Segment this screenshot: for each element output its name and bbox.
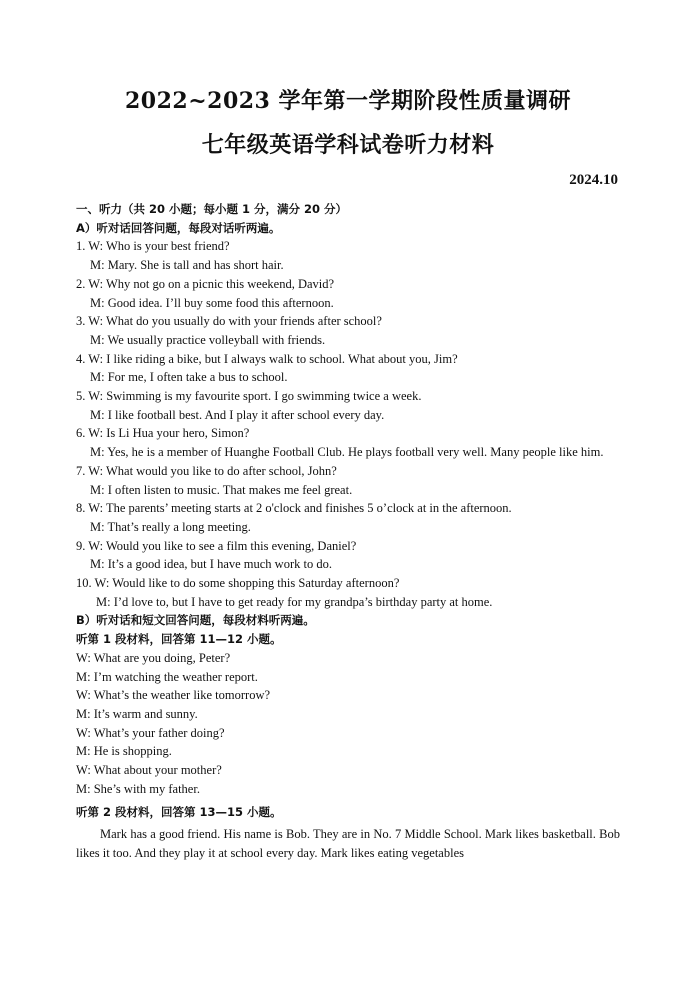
material-2-paragraph: Mark has a good friend. His name is Bob. They are in No. 7 Middle School. Mark likes basketball. Bob likes it too. And they play it at school every day. Mark likes eating vegetables bbox=[76, 827, 620, 860]
dialogue-4-w: 4. W: I like riding a bike, but I always walk to school. What about you, Jim? bbox=[76, 351, 458, 366]
material-1-line: M: He is shopping. bbox=[76, 744, 172, 759]
dialogue-9-m: M: It’s a good idea, but I have much work to do. bbox=[90, 557, 332, 572]
dialogue-7-w: 7. W: What would you like to do after school, John? bbox=[76, 463, 337, 478]
dialogue-6-m: M: Yes, he is a member of Huanghe Football Club. He plays football very well. Many people like him. bbox=[90, 445, 604, 460]
dialogue-9-w: 9. W: Would you like to see a film this evening, Daniel? bbox=[76, 538, 357, 553]
dialogue-5-m: M: I like football best. And I play it after school every day. bbox=[90, 407, 385, 422]
material-2-heading: 听第 2 段材料，回答第 13—15 小题。 bbox=[76, 804, 282, 819]
material-1-line: W: What about your mother? bbox=[76, 763, 222, 778]
dialogue-10-w: 10. W: Would like to do some shopping this Saturday afternoon? bbox=[76, 576, 400, 591]
material-1-line: M: She’s with my father. bbox=[76, 781, 200, 796]
dialogue-5-w: 5. W: Swimming is my favourite sport. I go swimming twice a week. bbox=[76, 389, 422, 404]
dialogue-2-m: M: Good idea. I’ll buy some food this afternoon. bbox=[90, 295, 334, 310]
dialogue-2-w: 2. W: Why not go on a picnic this weekend, David? bbox=[76, 276, 335, 291]
dialogue-3-m: M: We usually practice volleyball with friends. bbox=[90, 332, 326, 347]
page-subtitle: 七年级英语学科试卷听力材料 bbox=[201, 132, 495, 158]
dialogue-4-m: M: For me, I often take a bus to school. bbox=[90, 370, 288, 385]
dialogue-10-m: M: I’d love to, but I have to get ready for my grandpa’s birthday party at home. bbox=[96, 594, 493, 609]
exam-date: 2024.10 bbox=[569, 172, 618, 188]
dialogue-3-w: 3. W: What do you usually do with your friends after school? bbox=[76, 314, 382, 329]
material-1-heading: 听第 1 段材料，回答第 11—12 小题。 bbox=[76, 632, 282, 647]
dialogue-6-w: 6. W: Is Li Hua your hero, Simon? bbox=[76, 426, 250, 441]
listening-material bbox=[76, 200, 620, 863]
material-1-line: W: What are you doing, Peter? bbox=[76, 650, 231, 665]
material-1-line: M: I’m watching the weather report. bbox=[76, 669, 258, 684]
dialogue-8-m: M: That’s really a long meeting. bbox=[90, 519, 251, 534]
dialogue-8-w: 8. W: The parents’ meeting starts at 2 o'clock and finishes 5 o’clock at in the afternoon. bbox=[76, 501, 512, 516]
part-b-instruction: B）听对话和短文回答问题，每段材料听两遍。 bbox=[76, 613, 315, 628]
material-1-line: W: What’s your father doing? bbox=[76, 725, 225, 740]
dialogue-1-w: 1. W: Who is your best friend? bbox=[76, 239, 230, 254]
page-title: 2022~2023 学年第一学期阶段性质量调研 bbox=[124, 88, 572, 114]
section-heading: 一、听力（共 20 小题；每小题 1 分，满分 20 分） bbox=[76, 202, 348, 216]
part-a-instruction: A）听对话回答问题，每段对话听两遍。 bbox=[76, 220, 281, 235]
material-1-line: M: It’s warm and sunny. bbox=[76, 706, 198, 721]
dialogue-1-m: M: Mary. She is tall and has short hair. bbox=[90, 258, 284, 273]
dialogue-7-m: M: I often listen to music. That makes me feel great. bbox=[90, 482, 353, 497]
material-1-line: W: What’s the weather like tomorrow? bbox=[76, 688, 271, 703]
